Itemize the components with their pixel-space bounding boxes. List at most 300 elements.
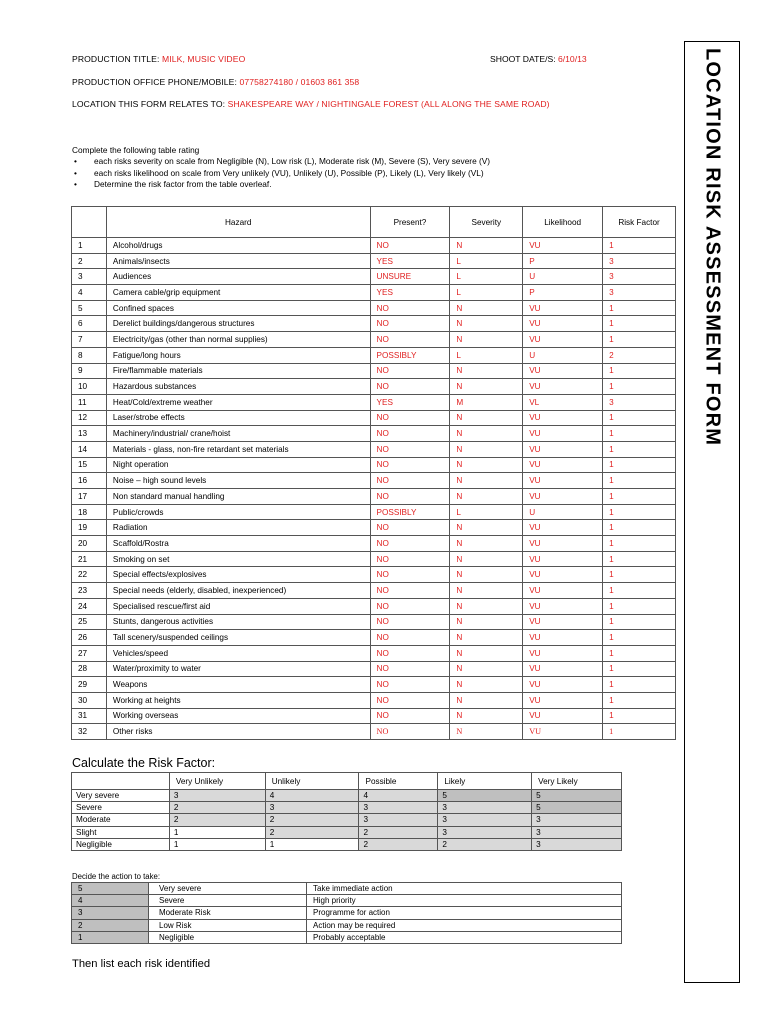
hazard-table <box>71 206 676 740</box>
risk-factor-cell: 2 <box>359 826 438 838</box>
hazard-severity: L <box>450 504 523 520</box>
risk-factor-cell: 3 <box>438 814 532 826</box>
action-level-name: Moderate Risk <box>149 907 307 919</box>
hazard-row <box>72 300 676 316</box>
hazard-severity: N <box>450 598 523 614</box>
hazard-present: NO <box>370 520 450 536</box>
hazard-risk-factor: 1 <box>603 332 676 348</box>
hazard-name: Non standard manual handling <box>106 489 370 505</box>
instruction-item: • each risks likelihood on scale from Very unlikely (VU), Unlikely (U), Possible (P), Likely (L), Very likely (VL) <box>72 168 490 179</box>
hazard-name: Hazardous substances <box>106 379 370 395</box>
hazard-risk-factor: 3 <box>603 253 676 269</box>
hazard-likelihood: VU <box>523 410 603 426</box>
hazard-likelihood: VU <box>523 457 603 473</box>
hazard-risk-factor: 3 <box>603 285 676 301</box>
hazard-number: 27 <box>72 645 107 661</box>
hazard-col-severity: Severity <box>450 207 523 238</box>
action-description: Take immediate action <box>307 883 622 895</box>
hazard-likelihood: VU <box>523 661 603 677</box>
hazard-name: Laser/strobe effects <box>106 410 370 426</box>
hazard-severity: N <box>450 520 523 536</box>
hazard-likelihood: VU <box>523 426 603 442</box>
instructions <box>72 145 490 191</box>
hazard-name: Public/crowds <box>106 504 370 520</box>
hazard-number: 18 <box>72 504 107 520</box>
hazard-present: NO <box>370 300 450 316</box>
hazard-risk-factor: 1 <box>603 536 676 552</box>
risk-factor-severity-label: Slight <box>72 826 170 838</box>
risk-factor-col-header: Unlikely <box>265 773 359 790</box>
hazard-col-hazard: Hazard <box>106 207 370 238</box>
production-title-line <box>72 54 245 64</box>
hazard-present: NO <box>370 598 450 614</box>
hazard-number: 13 <box>72 426 107 442</box>
hazard-number: 30 <box>72 692 107 708</box>
hazard-row <box>72 238 676 254</box>
hazard-severity: N <box>450 708 523 724</box>
hazard-row <box>72 253 676 269</box>
risk-factor-cell: 2 <box>169 814 265 826</box>
hazard-row <box>72 426 676 442</box>
hazard-row <box>72 630 676 646</box>
hazard-present: UNSURE <box>370 269 450 285</box>
action-level-name: Low Risk <box>149 919 307 931</box>
hazard-row <box>72 269 676 285</box>
instructions-intro: Complete the following table rating <box>72 145 200 155</box>
hazard-number: 16 <box>72 473 107 489</box>
phone-value: 07758274180 / 01603 861 358 <box>239 77 360 87</box>
risk-factor-row <box>72 802 622 814</box>
hazard-likelihood: VU <box>523 363 603 379</box>
hazard-risk-factor: 1 <box>603 316 676 332</box>
action-description: High priority <box>307 895 622 907</box>
hazard-severity: N <box>450 441 523 457</box>
hazard-name: Special needs (elderly, disabled, inexperienced) <box>106 583 370 599</box>
hazard-number: 29 <box>72 677 107 693</box>
hazard-likelihood: VU <box>523 473 603 489</box>
hazard-present: NO <box>370 441 450 457</box>
risk-factor-severity-label: Moderate <box>72 814 170 826</box>
hazard-risk-factor: 1 <box>603 457 676 473</box>
hazard-likelihood: VU <box>523 316 603 332</box>
hazard-likelihood: VU <box>523 441 603 457</box>
hazard-likelihood: U <box>523 504 603 520</box>
hazard-severity: N <box>450 583 523 599</box>
location-line <box>72 99 550 109</box>
hazard-risk-factor: 1 <box>603 645 676 661</box>
hazard-likelihood: P <box>523 285 603 301</box>
production-title-value: MILK, MUSIC VIDEO <box>162 54 246 64</box>
action-row <box>72 907 622 919</box>
hazard-number: 5 <box>72 300 107 316</box>
risk-factor-cell: 3 <box>438 826 532 838</box>
hazard-name: Radiation <box>106 520 370 536</box>
hazard-risk-factor: 1 <box>603 504 676 520</box>
hazard-present: NO <box>370 630 450 646</box>
hazard-name: Tall scenery/suspended ceilings <box>106 630 370 646</box>
hazard-severity: N <box>450 316 523 332</box>
hazard-severity: N <box>450 473 523 489</box>
hazard-present: NO <box>370 363 450 379</box>
risk-factor-cell: 5 <box>532 802 622 814</box>
hazard-risk-factor: 1 <box>603 598 676 614</box>
hazard-likelihood: VU <box>523 520 603 536</box>
hazard-name: Machinery/industrial/ crane/hoist <box>106 426 370 442</box>
hazard-likelihood: VU <box>523 551 603 567</box>
hazard-severity: N <box>450 300 523 316</box>
hazard-row <box>72 316 676 332</box>
risk-factor-cell: 1 <box>169 826 265 838</box>
hazard-row <box>72 473 676 489</box>
location-value: SHAKESPEARE WAY / NIGHTINGALE FOREST (ALL ALONG THE SAME ROAD) <box>227 99 550 109</box>
hazard-present: NO <box>370 692 450 708</box>
hazard-number: 26 <box>72 630 107 646</box>
hazard-likelihood: VU <box>523 238 603 254</box>
hazard-severity: N <box>450 630 523 646</box>
hazard-likelihood: P <box>523 253 603 269</box>
hazard-likelihood: VU <box>523 583 603 599</box>
action-description: Action may be required <box>307 919 622 931</box>
hazard-severity: L <box>450 285 523 301</box>
risk-factor-cell: 3 <box>359 802 438 814</box>
hazard-severity: L <box>450 269 523 285</box>
hazard-risk-factor: 1 <box>603 630 676 646</box>
action-level-number: 1 <box>72 931 149 943</box>
hazard-row <box>72 347 676 363</box>
hazard-risk-factor: 1 <box>603 583 676 599</box>
hazard-likelihood: VU <box>523 630 603 646</box>
hazard-name: Specialised rescue/first aid <box>106 598 370 614</box>
hazard-number: 11 <box>72 394 107 410</box>
risk-factor-cell: 3 <box>532 838 622 850</box>
hazard-likelihood: U <box>523 269 603 285</box>
hazard-row <box>72 379 676 395</box>
hazard-likelihood: U <box>523 347 603 363</box>
footer-text: Then list each risk identified <box>72 958 211 970</box>
hazard-severity: N <box>450 551 523 567</box>
hazard-risk-factor: 1 <box>603 379 676 395</box>
hazard-risk-factor: 1 <box>603 300 676 316</box>
hazard-present: NO <box>370 614 450 630</box>
hazard-severity: N <box>450 238 523 254</box>
hazard-risk-factor: 1 <box>603 692 676 708</box>
hazard-row <box>72 724 676 740</box>
hazard-col-present: Present? <box>370 207 450 238</box>
hazard-risk-factor: 1 <box>603 441 676 457</box>
hazard-number: 15 <box>72 457 107 473</box>
hazard-table-header <box>72 207 676 238</box>
hazard-present: NO <box>370 489 450 505</box>
hazard-col-likelihood: Likelihood <box>523 207 603 238</box>
hazard-risk-factor: 1 <box>603 661 676 677</box>
action-level-name: Very severe <box>149 883 307 895</box>
hazard-present: NO <box>370 332 450 348</box>
risk-factor-cell: 4 <box>265 790 359 802</box>
hazard-row <box>72 692 676 708</box>
risk-factor-col-header: Likely <box>438 773 532 790</box>
hazard-likelihood: VU <box>523 598 603 614</box>
action-level-number: 5 <box>72 883 149 895</box>
hazard-present: NO <box>370 238 450 254</box>
hazard-severity: N <box>450 614 523 630</box>
risk-factor-col-header: Very Likely <box>532 773 622 790</box>
hazard-name: Derelict buildings/dangerous structures <box>106 316 370 332</box>
hazard-risk-factor: 3 <box>603 269 676 285</box>
hazard-risk-factor: 1 <box>603 363 676 379</box>
hazard-number: 4 <box>72 285 107 301</box>
hazard-likelihood: VU <box>523 489 603 505</box>
hazard-name: Night operation <box>106 457 370 473</box>
hazard-severity: N <box>450 724 523 740</box>
hazard-name: Noise – high sound levels <box>106 473 370 489</box>
hazard-row <box>72 645 676 661</box>
hazard-row <box>72 363 676 379</box>
action-level-number: 4 <box>72 895 149 907</box>
hazard-severity: M <box>450 394 523 410</box>
hazard-present: NO <box>370 567 450 583</box>
action-description: Programme for action <box>307 907 622 919</box>
hazard-present: YES <box>370 253 450 269</box>
action-level-number: 2 <box>72 919 149 931</box>
hazard-risk-factor: 1 <box>603 426 676 442</box>
hazard-row <box>72 677 676 693</box>
hazard-severity: N <box>450 661 523 677</box>
hazard-col-risk-factor: Risk Factor <box>603 207 676 238</box>
hazard-row <box>72 410 676 426</box>
shoot-dates-label: SHOOT DATE/S: <box>490 54 556 64</box>
phone-label: PRODUCTION OFFICE PHONE/MOBILE: <box>72 77 237 87</box>
hazard-severity: N <box>450 489 523 505</box>
hazard-name: Alcohol/drugs <box>106 238 370 254</box>
risk-factor-col-header: Possible <box>359 773 438 790</box>
hazard-severity: N <box>450 410 523 426</box>
hazard-present: NO <box>370 410 450 426</box>
hazard-number: 23 <box>72 583 107 599</box>
hazard-present: NO <box>370 426 450 442</box>
hazard-row <box>72 504 676 520</box>
hazard-row <box>72 661 676 677</box>
hazard-present: NO <box>370 645 450 661</box>
hazard-risk-factor: 1 <box>603 614 676 630</box>
hazard-likelihood: VU <box>523 536 603 552</box>
hazard-number: 1 <box>72 238 107 254</box>
hazard-severity: N <box>450 332 523 348</box>
hazard-number: 21 <box>72 551 107 567</box>
hazard-present: NO <box>370 473 450 489</box>
hazard-risk-factor: 3 <box>603 394 676 410</box>
hazard-name: Animals/insects <box>106 253 370 269</box>
hazard-severity: N <box>450 645 523 661</box>
hazard-present: NO <box>370 583 450 599</box>
hazard-number: 20 <box>72 536 107 552</box>
hazard-number: 9 <box>72 363 107 379</box>
hazard-row <box>72 551 676 567</box>
hazard-col-number <box>72 207 107 238</box>
hazard-risk-factor: 2 <box>603 347 676 363</box>
hazard-name: Vehicles/speed <box>106 645 370 661</box>
hazard-risk-factor: 1 <box>603 677 676 693</box>
hazard-number: 22 <box>72 567 107 583</box>
hazard-likelihood: VU <box>523 379 603 395</box>
hazard-number: 19 <box>72 520 107 536</box>
risk-factor-col-header <box>72 773 170 790</box>
hazard-name: Scaffold/Rostra <box>106 536 370 552</box>
risk-factor-cell: 2 <box>169 802 265 814</box>
risk-factor-severity-label: Negligible <box>72 838 170 850</box>
hazard-name: Fire/flammable materials <box>106 363 370 379</box>
hazard-row <box>72 614 676 630</box>
hazard-present: YES <box>370 394 450 410</box>
hazard-likelihood: VL <box>523 394 603 410</box>
action-row <box>72 883 622 895</box>
hazard-risk-factor: 1 <box>603 724 676 740</box>
risk-factor-cell: 3 <box>359 814 438 826</box>
hazard-likelihood: VU <box>523 677 603 693</box>
hazard-number: 32 <box>72 724 107 740</box>
hazard-risk-factor: 1 <box>603 238 676 254</box>
hazard-severity: N <box>450 692 523 708</box>
hazard-likelihood: VU <box>523 708 603 724</box>
hazard-number: 31 <box>72 708 107 724</box>
hazard-present: NO <box>370 379 450 395</box>
hazard-risk-factor: 1 <box>603 489 676 505</box>
hazard-name: Special effects/explosives <box>106 567 370 583</box>
hazard-present: NO <box>370 661 450 677</box>
risk-factor-cell: 2 <box>438 838 532 850</box>
hazard-severity: N <box>450 567 523 583</box>
hazard-severity: N <box>450 363 523 379</box>
hazard-name: Working at heights <box>106 692 370 708</box>
risk-factor-severity-label: Very severe <box>72 790 170 802</box>
hazard-severity: L <box>450 347 523 363</box>
risk-factor-cell: 5 <box>532 790 622 802</box>
hazard-number: 28 <box>72 661 107 677</box>
risk-factor-cell: 3 <box>438 802 532 814</box>
hazard-risk-factor: 1 <box>603 410 676 426</box>
risk-factor-cell: 2 <box>359 838 438 850</box>
hazard-risk-factor: 1 <box>603 551 676 567</box>
hazard-name: Working overseas <box>106 708 370 724</box>
instructions-list <box>72 156 490 190</box>
hazard-present: NO <box>370 724 450 740</box>
risk-factor-cell: 1 <box>169 838 265 850</box>
hazard-row <box>72 394 676 410</box>
hazard-severity: N <box>450 457 523 473</box>
hazard-risk-factor: 1 <box>603 520 676 536</box>
action-table <box>71 882 622 944</box>
hazard-number: 14 <box>72 441 107 457</box>
hazard-severity: L <box>450 253 523 269</box>
shoot-dates-line <box>490 54 587 64</box>
hazard-present: POSSIBLY <box>370 347 450 363</box>
hazard-number: 24 <box>72 598 107 614</box>
phone-line <box>72 77 359 87</box>
risk-factor-cell: 3 <box>532 814 622 826</box>
hazard-likelihood: VU <box>523 645 603 661</box>
hazard-severity: N <box>450 677 523 693</box>
risk-factor-cell: 3 <box>532 826 622 838</box>
risk-factor-row <box>72 790 622 802</box>
hazard-risk-factor: 1 <box>603 567 676 583</box>
risk-factor-cell: 2 <box>265 814 359 826</box>
risk-factor-cell: 3 <box>169 790 265 802</box>
hazard-row <box>72 457 676 473</box>
risk-factor-header <box>72 773 622 790</box>
side-title: LOCATION RISK ASSESSMENT FORM <box>701 48 724 447</box>
hazard-name: Camera cable/grip equipment <box>106 285 370 301</box>
risk-factor-severity-label: Severe <box>72 802 170 814</box>
decide-action-label: Decide the action to take: <box>72 872 160 881</box>
hazard-row <box>72 567 676 583</box>
action-level-name: Negligible <box>149 931 307 943</box>
hazard-likelihood: VU <box>523 300 603 316</box>
hazard-likelihood: VU <box>523 692 603 708</box>
hazard-number: 12 <box>72 410 107 426</box>
hazard-present: NO <box>370 551 450 567</box>
hazard-row <box>72 285 676 301</box>
hazard-number: 25 <box>72 614 107 630</box>
hazard-row <box>72 332 676 348</box>
hazard-risk-factor: 1 <box>603 708 676 724</box>
hazard-severity: N <box>450 379 523 395</box>
action-row <box>72 931 622 943</box>
hazard-row <box>72 489 676 505</box>
risk-factor-col-header: Very Unlikely <box>169 773 265 790</box>
hazard-row <box>72 520 676 536</box>
hazard-present: YES <box>370 285 450 301</box>
hazard-name: Stunts, dangerous activities <box>106 614 370 630</box>
risk-factor-cell: 3 <box>265 802 359 814</box>
hazard-number: 7 <box>72 332 107 348</box>
hazard-name: Electricity/gas (other than normal supplies) <box>106 332 370 348</box>
hazard-row <box>72 441 676 457</box>
hazard-severity: N <box>450 536 523 552</box>
risk-factor-row <box>72 826 622 838</box>
hazard-likelihood: VU <box>523 567 603 583</box>
hazard-number: 6 <box>72 316 107 332</box>
risk-factor-cell: 4 <box>359 790 438 802</box>
risk-factor-row <box>72 814 622 826</box>
hazard-likelihood: VU <box>523 614 603 630</box>
calc-risk-factor-title: Calculate the Risk Factor: <box>72 756 216 770</box>
action-description: Probably acceptable <box>307 931 622 943</box>
hazard-name: Weapons <box>106 677 370 693</box>
production-title-label: PRODUCTION TITLE: <box>72 54 160 64</box>
hazard-name: Fatigue/long hours <box>106 347 370 363</box>
action-level-number: 3 <box>72 907 149 919</box>
hazard-name: Confined spaces <box>106 300 370 316</box>
hazard-present: NO <box>370 457 450 473</box>
hazard-row <box>72 583 676 599</box>
hazard-risk-factor: 1 <box>603 473 676 489</box>
hazard-name: Materials - glass, non-fire retardant set materials <box>106 441 370 457</box>
hazard-present: NO <box>370 536 450 552</box>
hazard-number: 17 <box>72 489 107 505</box>
hazard-present: NO <box>370 708 450 724</box>
hazard-name: Audiences <box>106 269 370 285</box>
hazard-name: Heat/Cold/extreme weather <box>106 394 370 410</box>
hazard-number: 10 <box>72 379 107 395</box>
hazard-number: 2 <box>72 253 107 269</box>
hazard-row <box>72 598 676 614</box>
hazard-likelihood: VU <box>523 724 603 740</box>
hazard-present: NO <box>370 677 450 693</box>
risk-factor-table <box>71 772 622 851</box>
risk-factor-cell: 2 <box>265 826 359 838</box>
hazard-present: NO <box>370 316 450 332</box>
hazard-number: 8 <box>72 347 107 363</box>
risk-factor-row <box>72 838 622 850</box>
